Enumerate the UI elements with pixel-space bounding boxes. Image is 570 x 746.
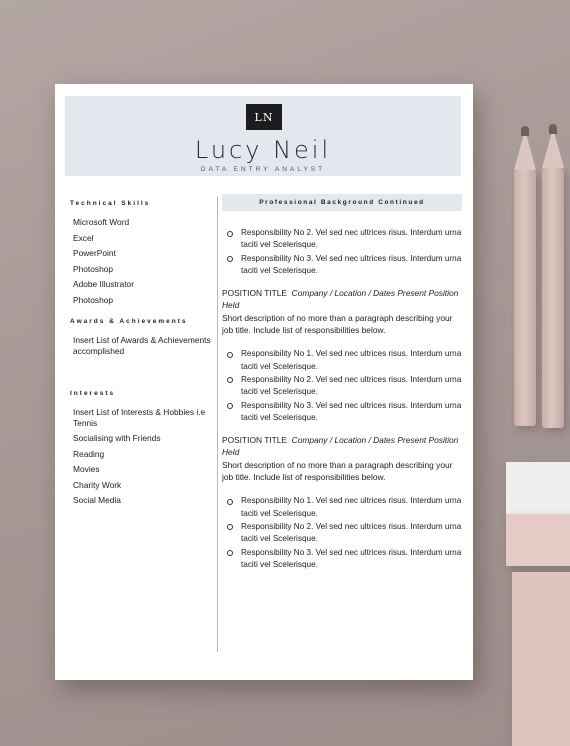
list-item: Responsibility No 2. Vel sed nec ultrices risus. Interdum urna taciti vel Scelerisque. bbox=[227, 227, 462, 252]
position-heading bbox=[222, 287, 462, 312]
list-item: Responsibility No 1. Vel sed nec ultrices risus. Interdum urna taciti vel Scelerisque. bbox=[227, 495, 462, 520]
interests-list bbox=[73, 407, 215, 507]
position-description: Short description of no more than a paragraph describing your job title. Include list of responsibilities below. bbox=[222, 312, 453, 336]
list-item: Charity Work bbox=[73, 479, 122, 490]
position-title: POSITION TITLE bbox=[222, 435, 287, 446]
left-column bbox=[70, 200, 215, 511]
list-item: PowerPoint bbox=[73, 248, 116, 258]
responsibility-list bbox=[222, 227, 462, 277]
list-item: Photoshop bbox=[73, 294, 114, 305]
list-item: Responsibility No 1. Vel sed nec ultrices risus. Interdum urna taciti vel Scelerisque. bbox=[227, 348, 462, 373]
list-item: Excel bbox=[73, 232, 94, 243]
column-divider bbox=[217, 196, 218, 652]
position-title: POSITION TITLE bbox=[222, 288, 287, 299]
desk-block-white bbox=[506, 462, 570, 514]
awards-list bbox=[73, 335, 215, 357]
list-item: Microsoft Word bbox=[73, 217, 130, 227]
list-item: Responsibility No 3. Vel sed nec ultrices risus. Interdum urna taciti vel Scelerisque. bbox=[227, 253, 462, 278]
list-item: Responsibility No 3. Vel sed nec ultrices risus. Interdum urna taciti vel Scelerisque. bbox=[227, 547, 462, 572]
list-item: Responsibility No 3. Vel sed nec ultrices risus. Interdum urna taciti vel Scelerisque. bbox=[227, 400, 462, 425]
list-item: Responsibility No 2. Vel sed nec ultrices risus. Interdum urna taciti vel Scelerisque. bbox=[227, 374, 462, 399]
position-details: Company / Location / Dates Present Position Held bbox=[222, 435, 459, 458]
list-item: Socialising with Friends bbox=[73, 433, 161, 443]
pencil-left bbox=[514, 170, 536, 426]
right-column bbox=[222, 194, 462, 572]
position-details: Company / Location / Dates Present Position Held bbox=[222, 288, 459, 311]
list-item: Photoshop bbox=[73, 263, 114, 274]
pencil-right bbox=[542, 168, 564, 428]
position-description: Short description of no more than a paragraph describing your job title. Include list of responsibilities below. bbox=[222, 459, 453, 483]
monogram-logo: LN bbox=[246, 104, 282, 130]
list-item: Adobe Illustrator bbox=[73, 279, 134, 289]
technical-skills-list bbox=[73, 217, 215, 306]
position-heading bbox=[222, 434, 462, 459]
awards-heading: Awards & Achievements bbox=[70, 318, 188, 325]
desk-block-pink-tall bbox=[512, 572, 570, 746]
resume-page bbox=[55, 84, 473, 680]
responsibility-list bbox=[222, 348, 462, 424]
section-heading-bar: Professional Background Continued bbox=[222, 194, 462, 211]
desk-block-pink bbox=[506, 514, 570, 566]
list-item: Insert List of Awards & Achievements accomplished bbox=[73, 335, 211, 356]
resume-header bbox=[65, 96, 461, 176]
interests-heading: Interests bbox=[70, 389, 116, 397]
list-item: Responsibility No 2. Vel sed nec ultrices risus. Interdum urna taciti vel Scelerisque. bbox=[227, 521, 462, 546]
list-item: Movies bbox=[73, 464, 100, 474]
candidate-name: Lucy Neil bbox=[194, 136, 332, 164]
responsibility-list bbox=[222, 495, 462, 571]
list-item: Insert List of Interests & Hobbies i.e Tennis bbox=[73, 406, 206, 428]
list-item: Social Media bbox=[73, 495, 121, 505]
list-item: Reading bbox=[73, 448, 105, 459]
technical-skills-heading: Technical Skills bbox=[70, 200, 151, 207]
job-title: DATA ENTRY ANALYST bbox=[200, 166, 326, 173]
